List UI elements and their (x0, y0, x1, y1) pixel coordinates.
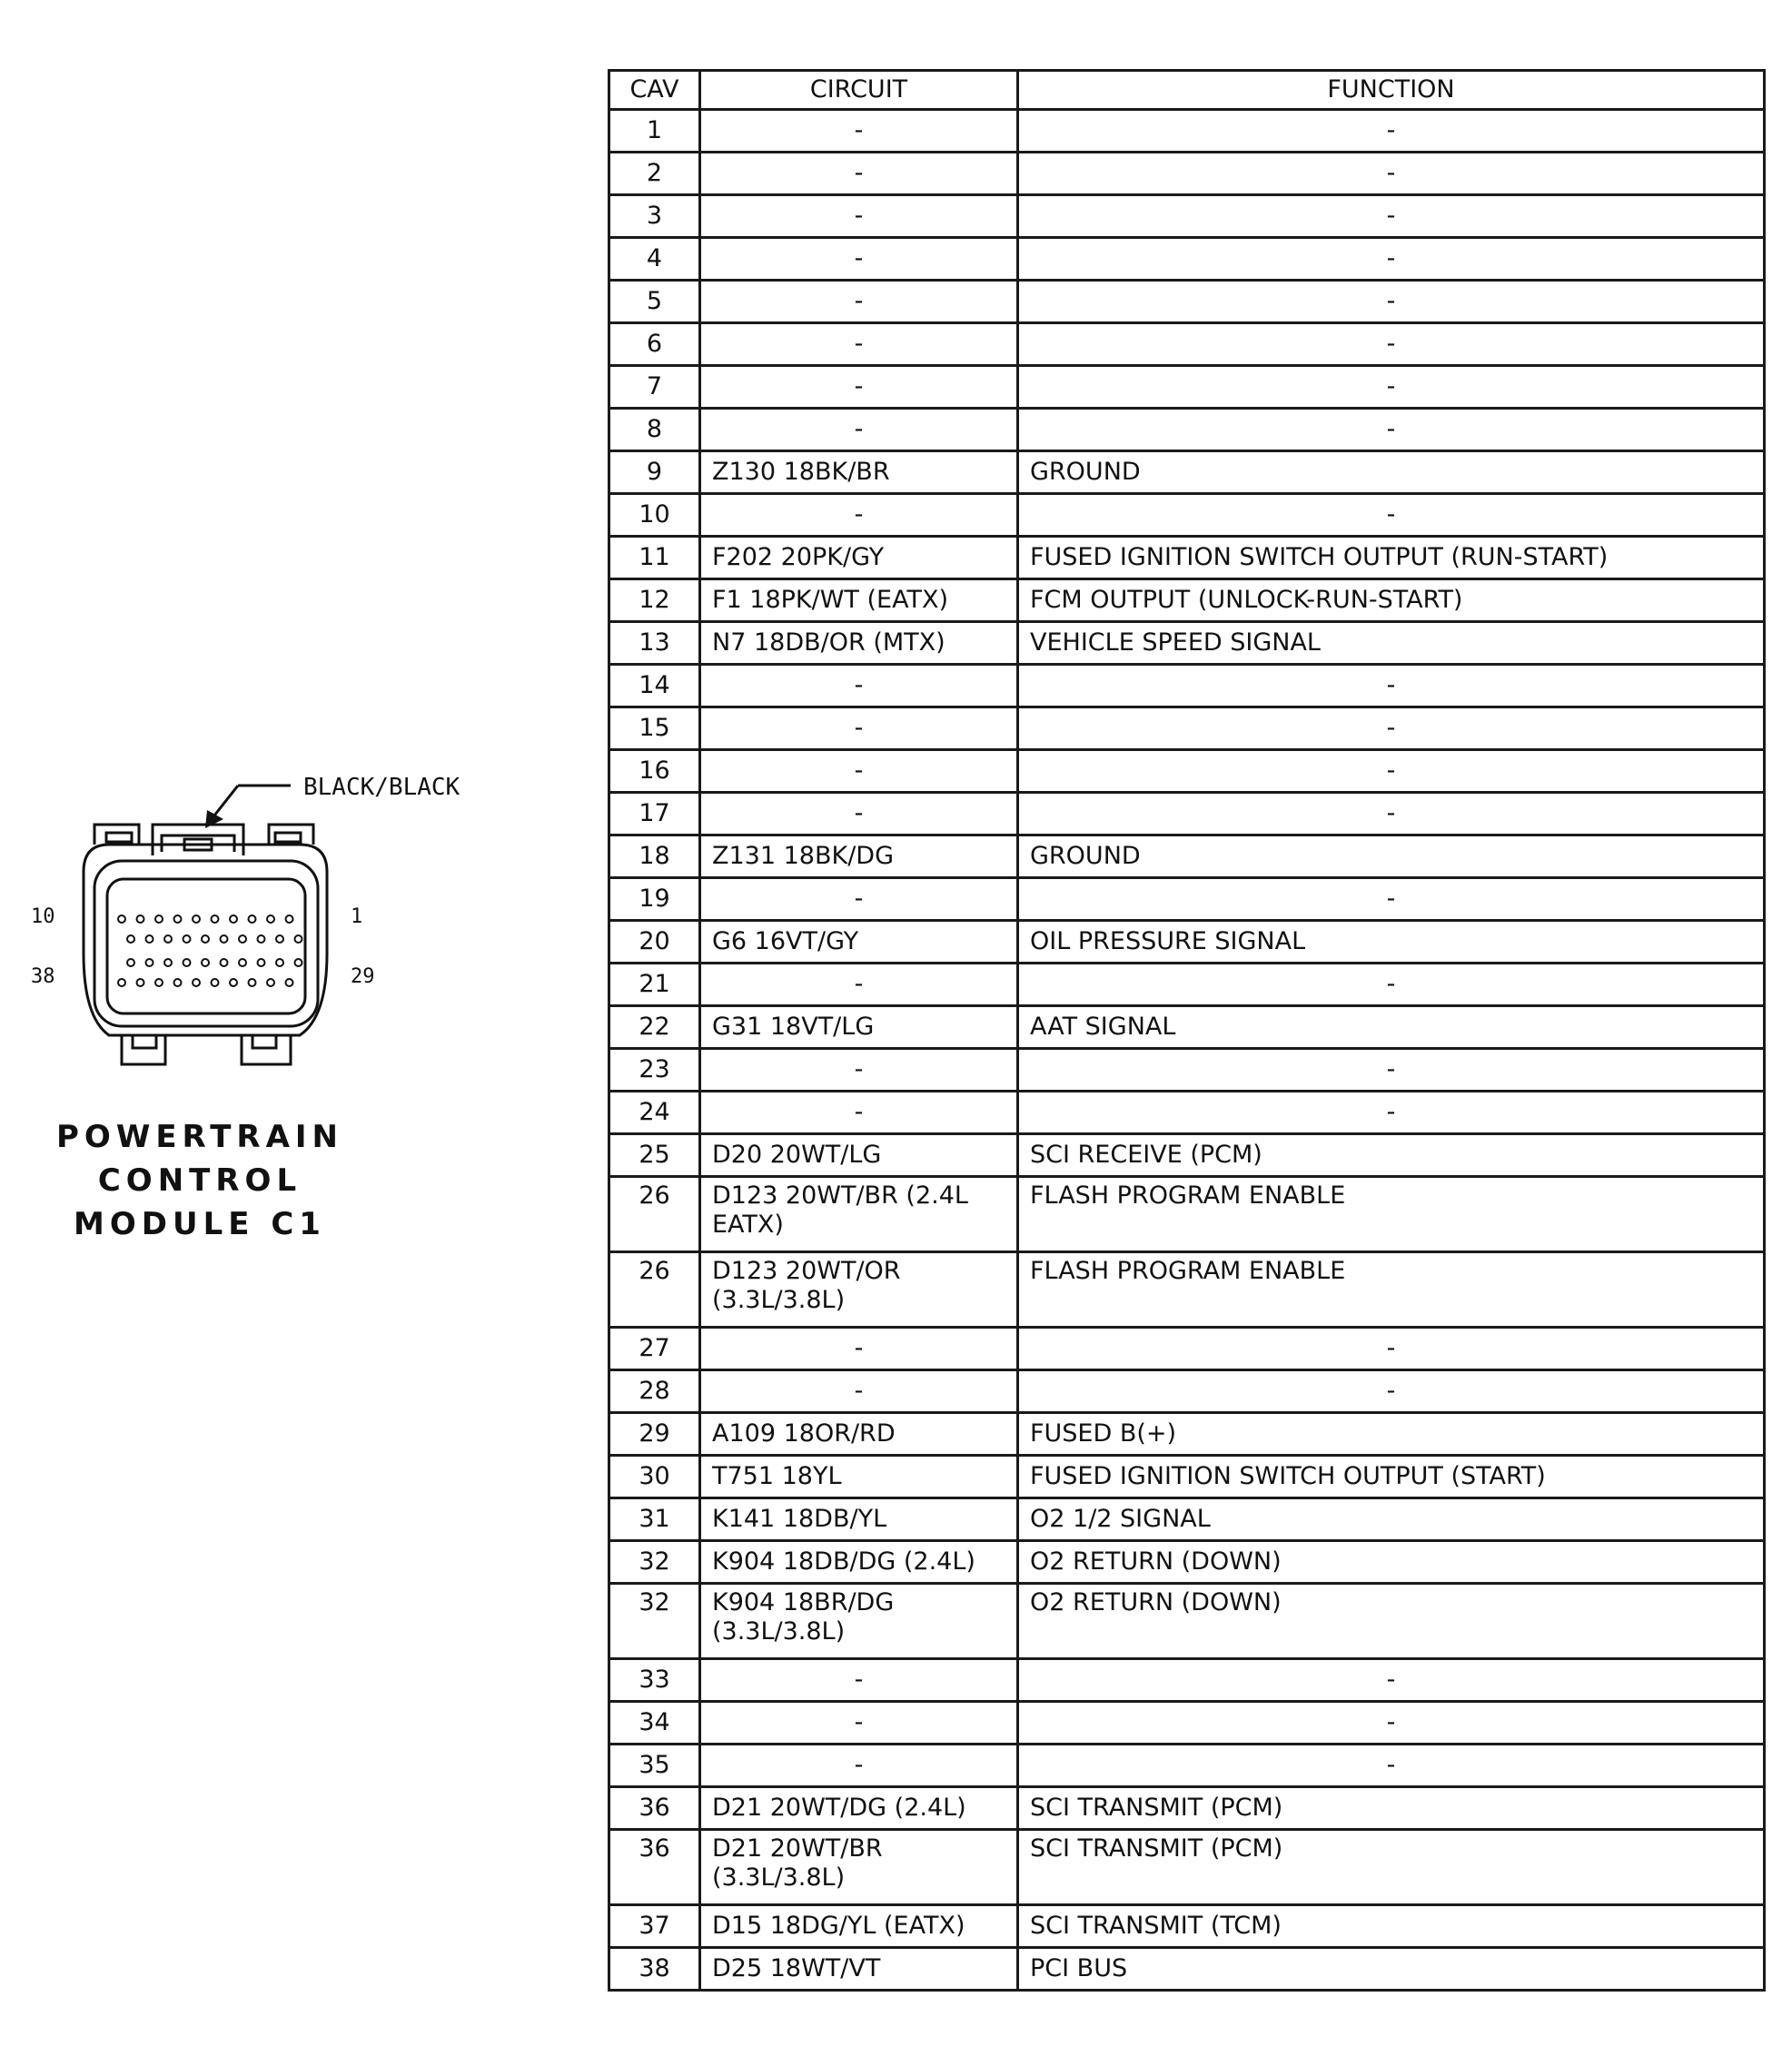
pin-cavity (174, 915, 182, 923)
cav-cell: 26 (609, 1177, 700, 1252)
circuit-cell: - (700, 409, 1018, 451)
circuit-cell: F1 18PK/WT (EATX) (700, 579, 1018, 622)
table-row (609, 1328, 1765, 1370)
cav-cell: 6 (609, 323, 700, 366)
table-row (609, 409, 1765, 451)
cav-cell: 38 (609, 1948, 700, 1991)
cav-cell: 18 (609, 835, 700, 878)
circuit-cell: - (700, 1659, 1018, 1702)
pin-cavity (221, 959, 228, 966)
pin-cavity (221, 935, 228, 943)
table-header-row (609, 71, 1765, 110)
pin-cavity (146, 935, 153, 943)
header-function: FUNCTION (1018, 71, 1765, 110)
circuit-cell: G6 16VT/GY (700, 921, 1018, 964)
table-row (609, 793, 1765, 835)
pin-cavity (267, 915, 274, 923)
table-row (609, 1787, 1765, 1830)
circuit-cell: Z130 18BK/BR (700, 451, 1018, 494)
cav-cell: 31 (609, 1498, 700, 1541)
bottom-right-tab (242, 1035, 291, 1064)
pin-cavity (267, 979, 274, 986)
circuit-cell: - (700, 707, 1018, 750)
function-cell: - (1018, 793, 1765, 835)
bottom-left-tab-window (133, 1035, 156, 1048)
table-row (609, 195, 1765, 238)
function-cell: - (1018, 665, 1765, 707)
cav-cell: 27 (609, 1328, 700, 1370)
connector-title-line: MODULE C1 (74, 1206, 326, 1242)
table-row (609, 110, 1765, 153)
circuit-cell: T751 18YL (700, 1456, 1018, 1498)
function-cell: FLASH PROGRAM ENABLE (1018, 1177, 1765, 1252)
circuit-cell: D20 20WT/LG (700, 1134, 1018, 1177)
circuit-cell: D21 20WT/BR (3.3L/3.8L) (700, 1830, 1018, 1905)
cav-cell: 23 (609, 1049, 700, 1092)
circuit-cell: - (700, 366, 1018, 409)
pin-cavity (183, 959, 191, 966)
table-row (609, 1092, 1765, 1134)
circuit-cell: A109 18OR/RD (700, 1413, 1018, 1456)
table-row (609, 1702, 1765, 1745)
connector-cavity-area (107, 879, 305, 1013)
table-row (609, 1049, 1765, 1092)
pin-cavity (212, 979, 219, 986)
pin-cavity (202, 935, 209, 943)
circuit-cell: - (700, 964, 1018, 1006)
pin-cavity (164, 959, 172, 966)
pin-cavity (174, 979, 182, 986)
circuit-cell: - (700, 1370, 1018, 1413)
pin-cavity (230, 915, 237, 923)
function-cell: - (1018, 494, 1765, 537)
table-row (609, 707, 1765, 750)
function-cell: GROUND (1018, 451, 1765, 494)
bottom-left-tab (122, 1035, 165, 1064)
table-row (609, 921, 1765, 964)
table-row (609, 1498, 1765, 1541)
cav-cell: 30 (609, 1456, 700, 1498)
function-cell: OIL PRESSURE SIGNAL (1018, 921, 1765, 964)
cav-cell: 10 (609, 494, 700, 537)
bottom-right-tab-window (252, 1035, 276, 1048)
table-row (609, 494, 1765, 537)
circuit-cell: K904 18DB/DG (2.4L) (700, 1541, 1018, 1584)
pin-cavity (118, 979, 125, 986)
function-cell: FUSED IGNITION SWITCH OUTPUT (RUN-START) (1018, 537, 1765, 579)
pin-cavity (202, 959, 209, 966)
function-cell: - (1018, 1702, 1765, 1745)
circuit-cell: K904 18BR/DG (3.3L/3.8L) (700, 1584, 1018, 1659)
table-row (609, 537, 1765, 579)
table-row (609, 835, 1765, 878)
pin-cavity (183, 935, 191, 943)
function-cell: - (1018, 1370, 1765, 1413)
pin-label-10: 10 (31, 905, 55, 928)
pin-cavity (295, 959, 302, 966)
connector-face (94, 861, 318, 1026)
table-row (609, 1177, 1765, 1252)
table-row (609, 1456, 1765, 1498)
pinout-table (608, 69, 1766, 1992)
circuit-cell: Z131 18BK/DG (700, 835, 1018, 878)
function-cell: SCI TRANSMIT (TCM) (1018, 1905, 1765, 1948)
table-row (609, 1948, 1765, 1991)
pin-cavity (146, 959, 153, 966)
cav-cell: 33 (609, 1659, 700, 1702)
right-lock-window (275, 833, 301, 842)
cav-cell: 15 (609, 707, 700, 750)
pin-cavity (239, 935, 246, 943)
cav-cell: 8 (609, 409, 700, 451)
circuit-cell: - (700, 793, 1018, 835)
pin-cavity (137, 915, 144, 923)
function-cell: - (1018, 281, 1765, 323)
table-row (609, 323, 1765, 366)
cav-cell: 13 (609, 622, 700, 665)
cav-cell: 21 (609, 964, 700, 1006)
cav-cell: 12 (609, 579, 700, 622)
function-cell: - (1018, 964, 1765, 1006)
circuit-cell: - (700, 1092, 1018, 1134)
table-row (609, 1905, 1765, 1948)
cav-cell: 32 (609, 1584, 700, 1659)
function-cell: O2 RETURN (DOWN) (1018, 1541, 1765, 1584)
table-row (609, 1413, 1765, 1456)
circuit-cell: - (700, 238, 1018, 281)
function-cell: - (1018, 195, 1765, 238)
cav-cell: 3 (609, 195, 700, 238)
function-cell: SCI TRANSMIT (PCM) (1018, 1787, 1765, 1830)
circuit-cell: - (700, 494, 1018, 537)
pin-cavity (286, 979, 293, 986)
pin-cavity (212, 915, 219, 923)
cav-cell: 32 (609, 1541, 700, 1584)
table-row (609, 750, 1765, 793)
circuit-cell: - (700, 323, 1018, 366)
function-cell: - (1018, 1049, 1765, 1092)
cav-cell: 17 (609, 793, 700, 835)
circuit-cell: K141 18DB/YL (700, 1498, 1018, 1541)
function-cell: - (1018, 366, 1765, 409)
function-cell: - (1018, 750, 1765, 793)
connector-title-line: POWERTRAIN (56, 1119, 343, 1155)
cav-cell: 26 (609, 1252, 700, 1328)
pin-cavity (295, 935, 302, 943)
circuit-cell: G31 18VT/LG (700, 1006, 1018, 1049)
color-leader-arrow-shaft (214, 786, 238, 816)
pin-cavity (286, 915, 293, 923)
cav-cell: 29 (609, 1413, 700, 1456)
cav-cell: 19 (609, 878, 700, 921)
left-lock-window (106, 833, 132, 842)
pin-cavity (230, 979, 237, 986)
cav-cell: 22 (609, 1006, 700, 1049)
table-row (609, 622, 1765, 665)
connector-title-line: CONTROL (97, 1162, 302, 1199)
function-cell: O2 1/2 SIGNAL (1018, 1498, 1765, 1541)
cav-cell: 11 (609, 537, 700, 579)
table-row (609, 281, 1765, 323)
circuit-cell: - (700, 195, 1018, 238)
table-row (609, 451, 1765, 494)
cav-cell: 2 (609, 153, 700, 195)
cav-cell: 4 (609, 238, 700, 281)
circuit-cell: D21 20WT/DG (2.4L) (700, 1787, 1018, 1830)
circuit-cell: N7 18DB/OR (MTX) (700, 622, 1018, 665)
function-cell: FCM OUTPUT (UNLOCK-RUN-START) (1018, 579, 1765, 622)
header-cav: CAV (609, 71, 700, 110)
pin-cavity (258, 959, 265, 966)
function-cell: - (1018, 1745, 1765, 1787)
connector-title (54, 1115, 345, 1246)
header-circuit: CIRCUIT (700, 71, 1018, 110)
cav-cell: 1 (609, 110, 700, 153)
pin-cavity (155, 979, 163, 986)
connector-housing (84, 845, 327, 1035)
pin-cavity (193, 979, 200, 986)
pin-cavity (249, 915, 256, 923)
circuit-cell: - (700, 281, 1018, 323)
function-cell: SCI RECEIVE (PCM) (1018, 1134, 1765, 1177)
function-cell: FUSED B(+) (1018, 1413, 1765, 1456)
circuit-cell: - (700, 110, 1018, 153)
cav-cell: 5 (609, 281, 700, 323)
table-row (609, 1584, 1765, 1659)
table-row (609, 1830, 1765, 1905)
circuit-cell: D123 20WT/BR (2.4L EATX) (700, 1177, 1018, 1252)
table-row (609, 153, 1765, 195)
function-cell: GROUND (1018, 835, 1765, 878)
circuit-cell: - (700, 750, 1018, 793)
circuit-cell: - (700, 665, 1018, 707)
pin-cavity (193, 915, 200, 923)
connector-color-label: BLACK/BLACK (303, 774, 460, 801)
cav-cell: 34 (609, 1702, 700, 1745)
cav-cell: 9 (609, 451, 700, 494)
cav-cell: 7 (609, 366, 700, 409)
pin-cavity (127, 935, 134, 943)
function-cell: PCI BUS (1018, 1948, 1765, 1991)
table-row (609, 1659, 1765, 1702)
pin-label-29: 29 (351, 965, 375, 988)
table-row (609, 1541, 1765, 1584)
circuit-cell: - (700, 1328, 1018, 1370)
circuit-cell: D123 20WT/OR (3.3L/3.8L) (700, 1252, 1018, 1328)
circuit-cell: F202 20PK/GY (700, 537, 1018, 579)
pin-cavity (276, 935, 283, 943)
pin-cavity (127, 959, 134, 966)
pin-cavity (164, 935, 172, 943)
table-row (609, 1006, 1765, 1049)
table-row (609, 579, 1765, 622)
function-cell: - (1018, 110, 1765, 153)
function-cell: AAT SIGNAL (1018, 1006, 1765, 1049)
pin-label-1: 1 (351, 905, 363, 928)
pin-cavity (137, 979, 144, 986)
table-row (609, 366, 1765, 409)
table-row (609, 665, 1765, 707)
function-cell: - (1018, 707, 1765, 750)
cav-cell: 36 (609, 1787, 700, 1830)
function-cell: - (1018, 409, 1765, 451)
function-cell: - (1018, 323, 1765, 366)
function-cell: - (1018, 1659, 1765, 1702)
cav-cell: 16 (609, 750, 700, 793)
pin-label-38: 38 (31, 965, 55, 988)
table-row (609, 1252, 1765, 1328)
circuit-cell: - (700, 1745, 1018, 1787)
cav-cell: 37 (609, 1905, 700, 1948)
function-cell: - (1018, 1328, 1765, 1370)
circuit-cell: D15 18DG/YL (EATX) (700, 1905, 1018, 1948)
pin-cavity (249, 979, 256, 986)
pin-cavity (239, 959, 246, 966)
function-cell: - (1018, 238, 1765, 281)
cav-cell: 24 (609, 1092, 700, 1134)
table-row (609, 964, 1765, 1006)
function-cell: SCI TRANSMIT (PCM) (1018, 1830, 1765, 1905)
cav-cell: 20 (609, 921, 700, 964)
table-row (609, 238, 1765, 281)
function-cell: O2 RETURN (DOWN) (1018, 1584, 1765, 1659)
pin-cavity (155, 915, 163, 923)
table-row (609, 1370, 1765, 1413)
table-row (609, 878, 1765, 921)
circuit-cell: - (700, 1702, 1018, 1745)
pin-cavity (258, 935, 265, 943)
cav-cell: 28 (609, 1370, 700, 1413)
function-cell: FUSED IGNITION SWITCH OUTPUT (START) (1018, 1456, 1765, 1498)
function-cell: - (1018, 878, 1765, 921)
circuit-cell: - (700, 1049, 1018, 1092)
function-cell: - (1018, 1092, 1765, 1134)
function-cell: VEHICLE SPEED SIGNAL (1018, 622, 1765, 665)
table-row (609, 1134, 1765, 1177)
circuit-cell: - (700, 878, 1018, 921)
pin-cavity (118, 915, 125, 923)
cav-cell: 35 (609, 1745, 700, 1787)
cav-cell: 14 (609, 665, 700, 707)
table-row (609, 1745, 1765, 1787)
pin-grid (118, 915, 302, 986)
cav-cell: 36 (609, 1830, 700, 1905)
function-cell: FLASH PROGRAM ENABLE (1018, 1252, 1765, 1328)
cav-cell: 25 (609, 1134, 700, 1177)
circuit-cell: - (700, 153, 1018, 195)
pin-cavity (276, 959, 283, 966)
circuit-cell: D25 18WT/VT (700, 1948, 1018, 1991)
function-cell: - (1018, 153, 1765, 195)
